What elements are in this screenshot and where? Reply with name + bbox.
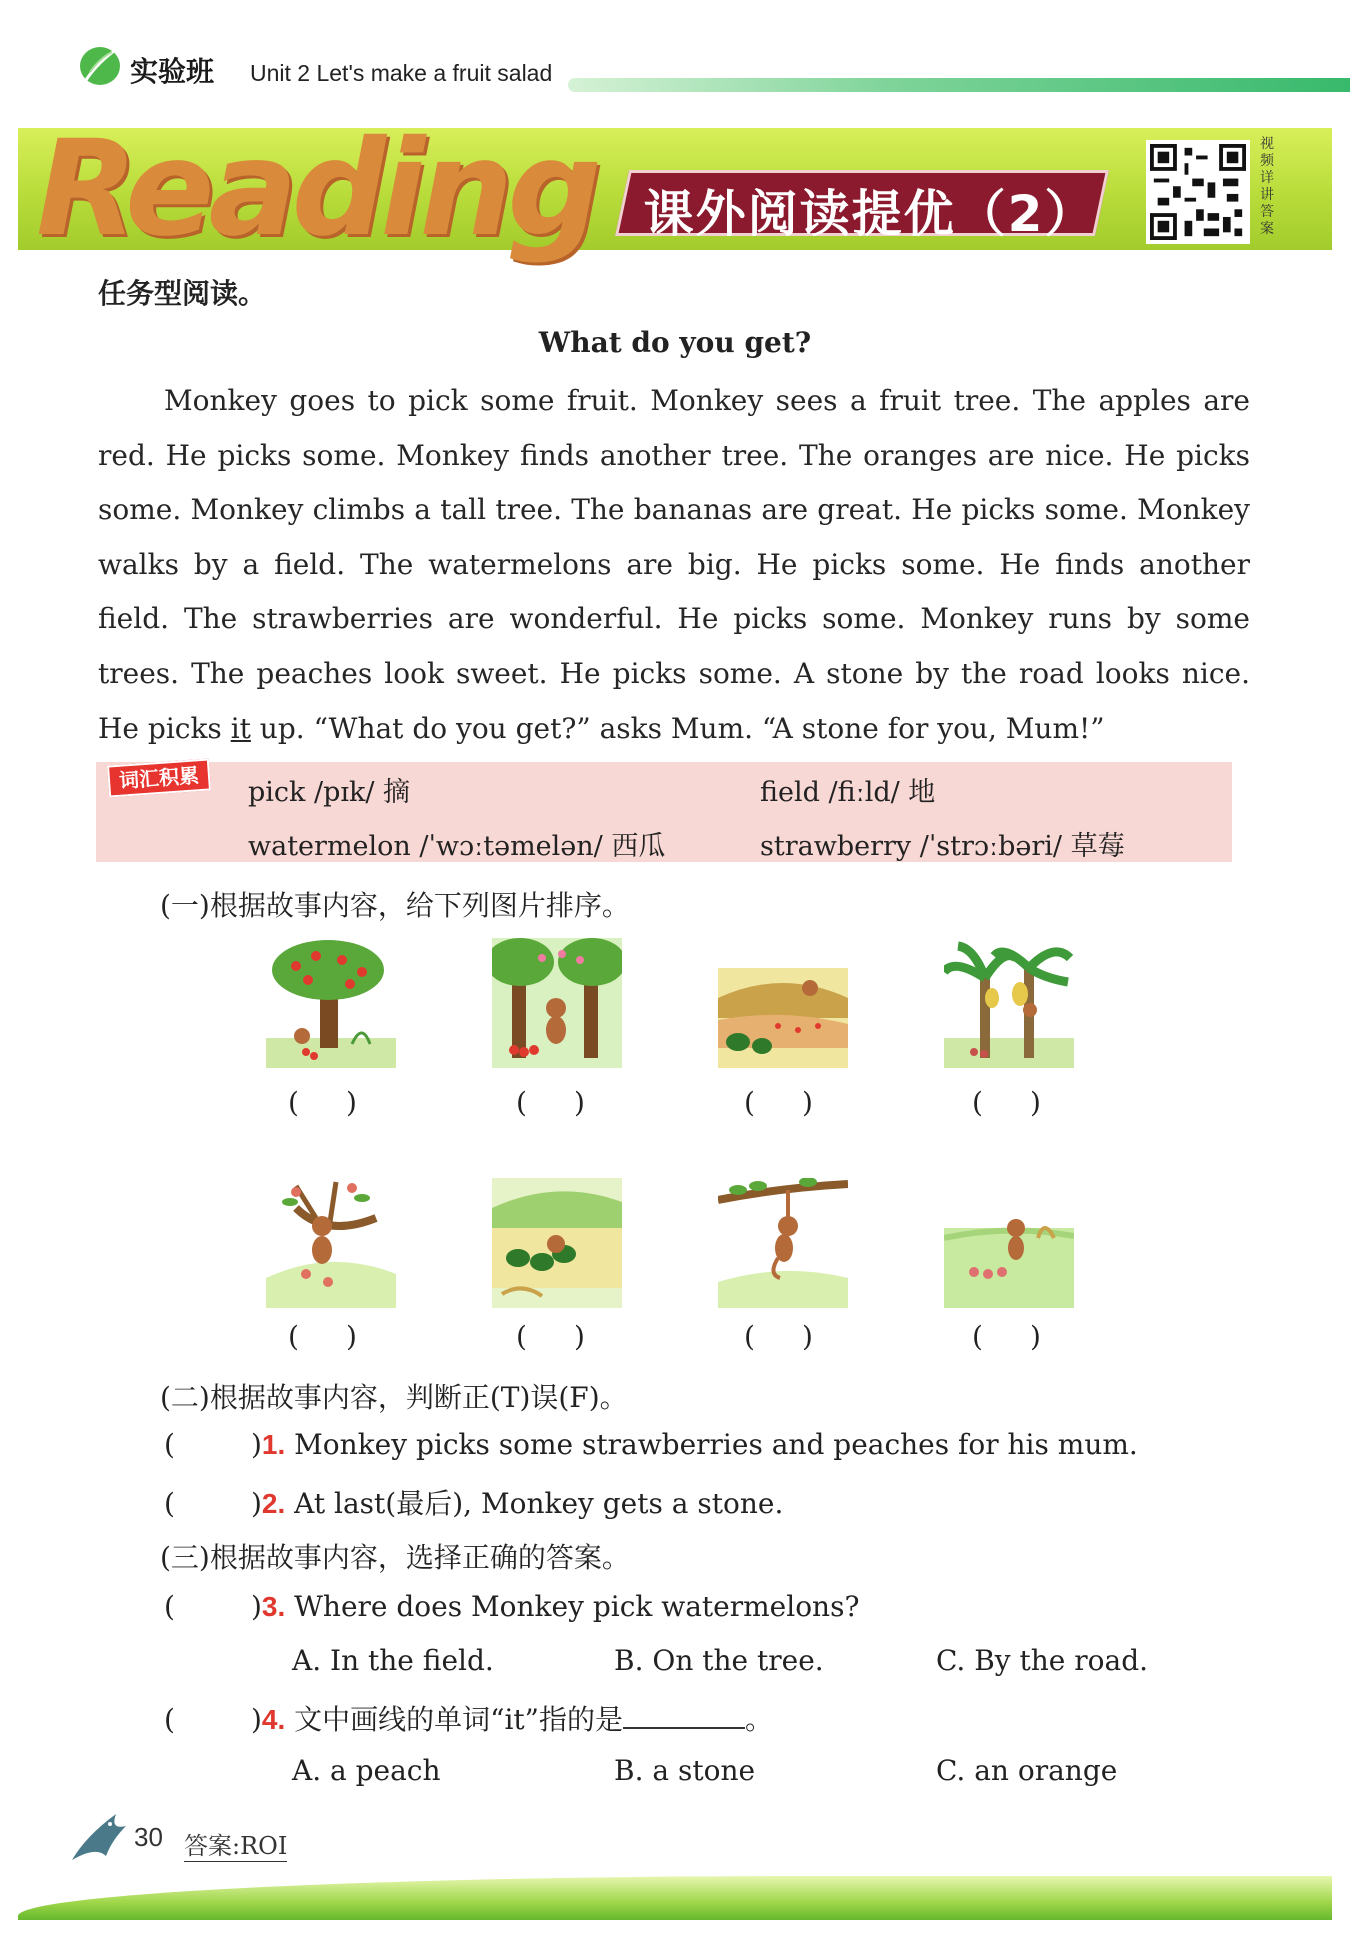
underlined-it-word: it [230, 711, 251, 745]
reading-banner [18, 112, 1332, 266]
order-blank-8[interactable]: ( ) [972, 1320, 1041, 1353]
vocab-item-watermelon: watermelon /ˈwɔːtəmelən/ 西瓜 [248, 831, 666, 862]
order-blank-1[interactable]: ( ) [288, 1086, 357, 1119]
q4-option-b[interactable]: B. a stone [614, 1754, 756, 1787]
vocab-badge: 词汇积累 [107, 758, 211, 797]
question-2: ( )2. At last(最后), Monkey gets a stone. [164, 1487, 784, 1520]
fill-blank-line[interactable] [623, 1703, 745, 1729]
story-title: What do you get? [538, 326, 812, 359]
q3-option-b[interactable]: B. On the tree. [614, 1644, 824, 1677]
banner-word: Reading [36, 112, 596, 266]
question-3: ( )3. Where does Monkey pick watermelons? [164, 1590, 860, 1623]
vocab-item-strawberry: strawberry /ˈstrɔːbəri/ 草莓 [760, 831, 1125, 862]
picture-monkey-swinging [718, 1178, 848, 1308]
picture-apple-tree [266, 938, 396, 1068]
order-blank-6[interactable]: ( ) [516, 1320, 585, 1353]
order-blank-5[interactable]: ( ) [288, 1320, 357, 1353]
task-label: 任务型阅读。 [98, 277, 267, 310]
header-decor-line [568, 78, 1350, 92]
section2-heading: (二)根据故事内容，判断正(T)误(F)。 [160, 1381, 628, 1414]
page-number: 30 [134, 1822, 163, 1852]
page-header [78, 40, 1298, 100]
story-text: Monkey goes to pick some fruit. Monkey sees a fruit tree. The apples are red. He picks some. Monkey finds another tree. The oranges are nice. He picks some. Monkey climbs a tall tree. The bananas are great. He picks some. Monkey walks by a field. The watermelons are big. He picks some. He finds another field. The strawberries are wonderful. He picks some. Monkey runs by some trees. The peaches look sweet. He picks some. A stone by the road looks nice. He picks it up. “What do you get?” asks Mum. “A stone for you, Mum!” [98, 384, 1250, 745]
vocab-item-field: field /fiːld/ 地 [760, 777, 936, 808]
section1-heading: (一)根据故事内容，给下列图片排序。 [160, 889, 630, 922]
qr-side-label: 视 频 详 讲 答 案 [1260, 136, 1274, 237]
picture-strawberry-field [944, 1178, 1074, 1308]
qr-code[interactable] [1146, 140, 1250, 244]
banner-tag: 课外阅读提优（2） [643, 185, 1097, 243]
footer-decor-band [18, 1876, 1332, 1920]
leaf-logo-icon [78, 42, 126, 88]
dolphin-icon [66, 1806, 136, 1866]
picture-watermelon-patch [492, 1178, 622, 1308]
q3-option-c[interactable]: C. By the road. [936, 1644, 1149, 1677]
order-blank-3[interactable]: ( ) [744, 1086, 813, 1119]
q4-option-c[interactable]: C. an orange [936, 1754, 1118, 1787]
vocab-box [96, 762, 1232, 862]
picture-watermelon-field [718, 938, 848, 1068]
section3-heading: (三)根据故事内容，选择正确的答案。 [160, 1541, 630, 1574]
picture-orange-tree [492, 938, 622, 1068]
unit-title: Unit 2 Let's make a fruit salad [250, 60, 553, 86]
picture-peach-tree [266, 1178, 396, 1308]
answer-code: 答案:ROI [184, 1826, 287, 1862]
order-blank-2[interactable]: ( ) [516, 1086, 585, 1119]
order-blank-7[interactable]: ( ) [744, 1320, 813, 1353]
question-4: ( )4. 文中画线的单词“it”指的是 。 [164, 1703, 773, 1736]
q4-option-a[interactable]: A. a peach [292, 1754, 441, 1787]
brand-name: 实验班 [130, 55, 215, 88]
question-1: ( )1. Monkey picks some strawberries and peaches for his mum. [164, 1428, 1138, 1461]
vocab-item-pick: pick /pɪk/ 摘 [248, 777, 411, 808]
qr-code-icon [1150, 144, 1246, 240]
picture-banana-tree [944, 938, 1074, 1068]
order-blank-4[interactable]: ( ) [972, 1086, 1041, 1119]
q3-option-a[interactable]: A. In the field. [292, 1644, 494, 1677]
